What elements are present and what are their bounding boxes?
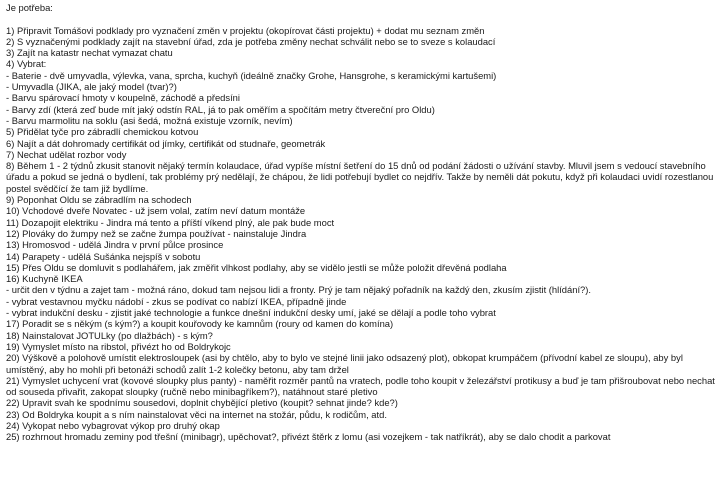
text-line: - vybrat indukční desku - zjistit jaké technologie a funkce dnešní indukční desky umí, jaké se dělají a podle toho vybrat (6, 307, 496, 319)
text-line: 19) Vymyslet místo na ribstol, přivézt ho od Boldrykojc (6, 340, 231, 352)
text-line: 7) Nechat udělat rozbor vody (6, 148, 127, 160)
text-line: 20) Výškově a polohově umístit elektrosloupek (asi by chtělo, aby to bylo ve stejné linii jako odsazený plot), obkopat krumpáčem (přívodní kabel ze sloupu), aby byl umístěný, aby ho mohli při betonáži schodů zalít 1-2 kolečky betonu, aby tam držel (6, 352, 686, 375)
text-line: 15) Přes Oldu se domluvit s podlahářem, jak změřit vlhkost podlahy, aby se vidělo jestli se může položit dřevěná podlaha (6, 261, 507, 273)
text-line: 10) Vchodové dveře Novatec - už jsem volal, zatím neví datum montáže (6, 205, 306, 217)
text-line: 2) S vyznačenými podklady zajít na stavební úřad, zda je potřeba změny nechat schválit nebo se to sveze s kolaudací (6, 35, 496, 47)
text-line: 3) Zajít na katastr nechat vymazat chatu (6, 47, 173, 59)
text-line: 25) rozhrnout hromadu zeminy pod třešní (minibagr), upěchovat?, přivézt štěrk z lomu (asi vozejkem - tak natříkrát), aby se dalo chodit a parkovat (6, 431, 611, 443)
text-line: 14) Parapety - udělá Sušánka nejspíš v sobotu (6, 250, 201, 262)
text-line: 1) Připravit Tomášovi podklady pro vyznačení změn v projektu (okopírovat části projektu) + dodat mu seznam změn (6, 24, 485, 36)
blank-line (6, 13, 716, 24)
text-line: - Baterie - dvě umyvadla, výlevka, vana, sprcha, kuchyň (ideálně značky Grohe, Hansgrohe, s keramickými kartušemi) (6, 69, 497, 81)
text-line: 21) Vymyslet uchycení vrat (kovové sloupky plus panty) - naměřit rozměr pantů na vratech, podle toho koupit v železářství protikusy a buď je tam přišroubovat nebo nechat od souseda přivařit, zakopat sloupky (ručně nebo minibagříkem?), natáhnout staré pletivo (6, 374, 718, 398)
text-line: Je potřeba: (6, 2, 53, 13)
text-line: - určit den v týdnu a zajet tam - možná ráno, dokud tam nejsou lidi a fronty. Prý je tam nějaký pořadník na každý den, zkusím zjistit (hlídání?). (6, 284, 591, 296)
text-line: - Barvu spárovací hmoty v koupelně, záchodě a předsíni (6, 92, 240, 104)
text-line: 5) Přidělat tyče pro zábradlí chemickou kotvou (6, 126, 199, 138)
text-line: 17) Poradit se s někým (s kým?) a koupit kouřovody ke kamnům (roury od kamen do komína) (6, 318, 394, 330)
document-text (6, 2, 716, 443)
text-line: 9) Poponhat Oldu se zábradlím na schodech (6, 194, 192, 206)
text-line: 4) Vybrat: (6, 58, 47, 70)
text-line: 23) Od Boldryka koupit a s ním nainstalovat věci na internet na stožár, půdu, k rodičům, atd. (6, 408, 387, 420)
text-line: 8) Během 1 - 2 týdnů zkusit stanovit nějaký termín kolaudace, úřad vypíše místní šetření do 15 dnů od podání žádosti o užívání stavby. Mluvil jsem s vedoucí stavebního úřadu a pokud se jedná o bydlení, tak problémy prý nedělají, že chápou, že lidi potřebují bydlet co nejdřív. Takže by neměli dát pokutu, když při kolaudaci uvidí rozestlanou postel svědčící že tam již bydlíme. (6, 160, 716, 194)
text-line: 12) Plováky do žumpy než se začne žumpa používat - nainstaluje Jindra (6, 227, 307, 239)
text-line: - Barvu marmolitu na soklu (asi šedá, možná existuje vzorník, nevím) (6, 114, 293, 126)
text-line: 22) Upravit svah ke spodnímu sousedovi, doplnit chybějící pletivo (koupit? sehnat jinde? kde?) (6, 397, 398, 409)
text-line: 16) Kuchyně IKEA (6, 273, 83, 285)
text-line: 24) Vykopat nebo vybagrovat výkop pro druhý okap (6, 419, 220, 431)
text-line: 6) Najít a dát dohromady certifikát od jímky, certifikát od studnaře, geometrák (6, 137, 326, 149)
text-line: - Barvy zdí (která zeď bude mít jaký odstín RAL, já to pak oměřím a spočítám metry čtvereční pro Oldu) (6, 103, 435, 115)
text-line: 18) Nainstalovat JOTULky (po dlažbách) - s kým? (6, 329, 213, 341)
text-line: - vybrat vestavnou myčku nádobí - zkus se podívat co nabízí IKEA, případně jinde (6, 295, 347, 307)
text-line: 13) Hromosvod - udělá Jindra v první půlce prosince (6, 239, 224, 251)
text-line: - Umyvadla (JIKA, ale jaký model (tvar)?) (6, 81, 177, 93)
text-line: 11) Dozapojit elektriku - Jindra má tento a příští víkend plný, ale pak bude moct (6, 216, 335, 228)
